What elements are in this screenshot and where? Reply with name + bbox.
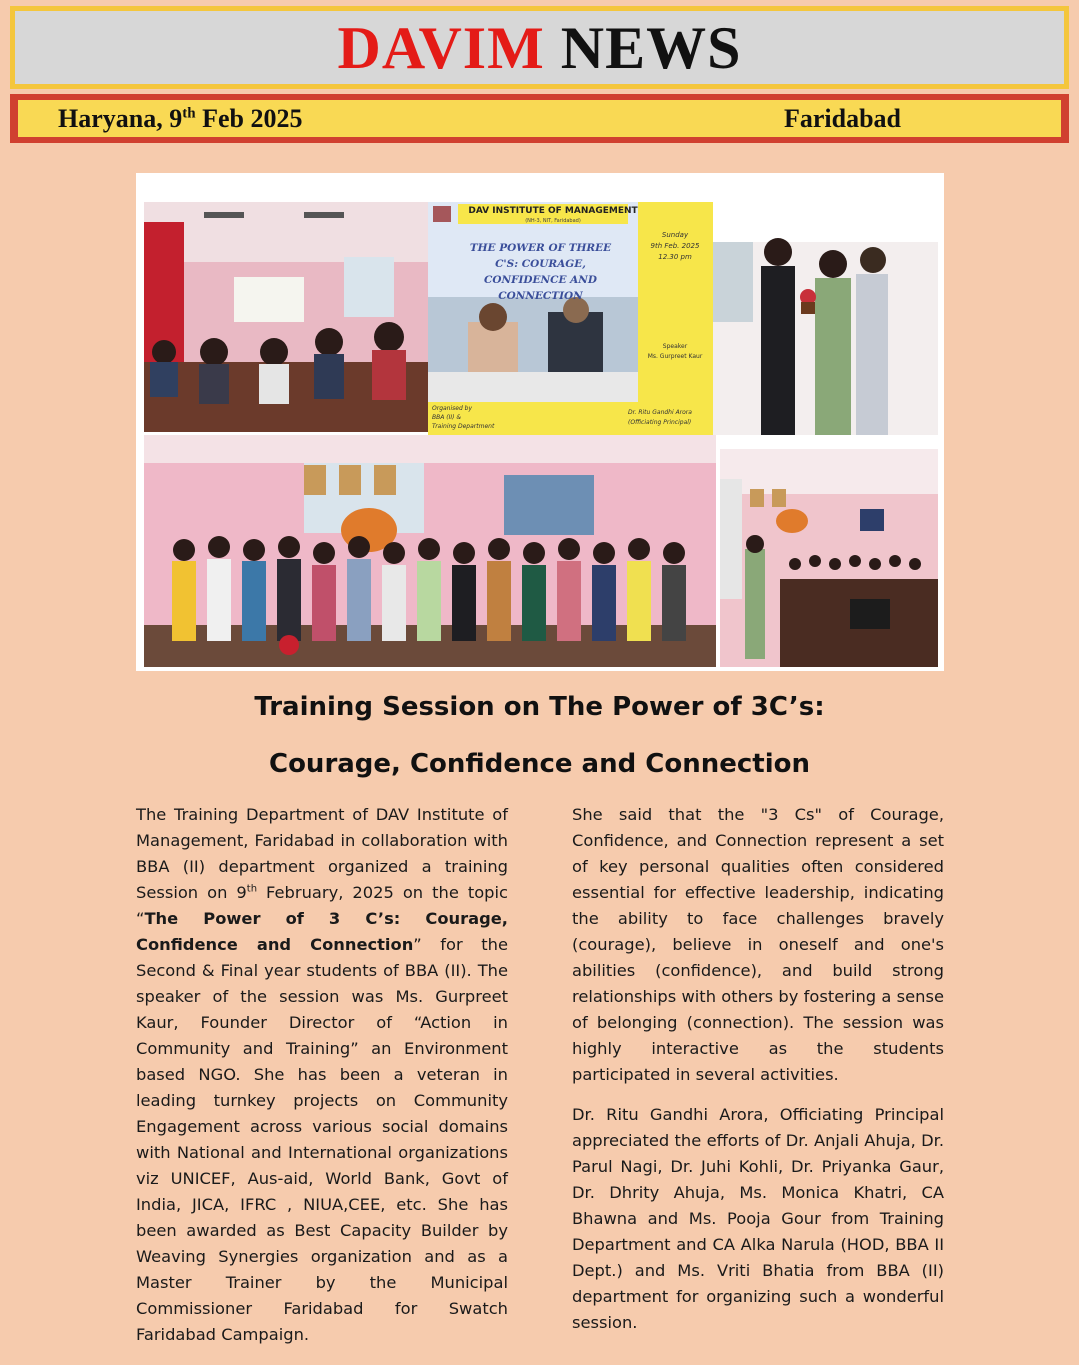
event-poster <box>428 202 713 435</box>
title-black: NEWS <box>560 14 742 81</box>
masthead <box>10 6 1069 89</box>
poster-date: Sunday 9th Feb. 2025 12.30 pm <box>650 231 700 261</box>
dateline <box>10 94 1069 143</box>
group-photo <box>144 435 716 667</box>
article-right-paragraph-2: Dr. Ritu Gandhi Arora, Officiating Principal appreciated the efforts of Dr. Anjali Ahuja, Dr. Parul Nagi, Dr. Juhi Kohli, Dr. Priyanka Gaur, Dr. Dhrity Ahuja, Ms. Monica Khatri, CA Bhawna and Ms. Pooja Gour from Training Department and CA Alka Narula (HOD, BBA II Dept.) and Ms. Vriti Bhatia from BBA (II) department for organizing such a wonderful session. <box>572 1105 944 1332</box>
classroom-photo <box>144 202 428 432</box>
felicitation-photo <box>713 202 938 435</box>
dateline-city: Faridabad <box>783 103 901 133</box>
headline-line-1: Training Session on The Power of 3C’s: <box>254 692 825 722</box>
article-left-paragraph: The Training Department of DAV Institute of Management, Faridabad in collaboration with BBA (II) department organized a training Session on 9th February, 2025 on the topic “The Power of 3 C’s: Courage, Confidence and Connection” for the Second & Final year students of BBA (II). The speaker of the session was Ms. Gurpreet Kaur, Founder Director of “Action in Community and Training” an Environment based NGO. She has been a veteran in leading turnkey projects on Community Engagement across various social domains with National and International organizations viz UNICEF, Aus-aid, World Bank, Govt of India, JICA, IFRC , NIUA,CEE, etc. She has been awarded as Best Capacity Builder by Weaving Synergies organization and as a Master Trainer by the Municipal Commissioner Faridabad for Swatch Faridabad Campaign. <box>136 805 508 1344</box>
poster-principal: Dr. Ritu Gandhi Arora (Officiating Principal) <box>628 409 692 426</box>
session-photo <box>720 449 938 667</box>
poster-speaker: Speaker Ms. Gurpreet Kaur <box>647 343 703 360</box>
article-right-paragraph-1: She said that the "3 Cs" of Courage, Confidence, and Connection represent a set of key personal qualities often considered essential for effective leadership, indicating the ability to face challenges bravely (courage), believe in oneself and one's abilities (confidence), and build strong relationships with others by fostering a sense of belonging (connection). The session was highly interactive as the students participated in several activities. <box>572 805 944 1084</box>
poster-organised: Organised by BBA (II) & Training Department <box>432 405 495 430</box>
newspaper-title <box>337 14 742 81</box>
dateline-bar <box>18 100 1061 137</box>
poster-title: THE POWER OF THREE C'S: COURAGE, CONFIDENCE AND CONNECTION <box>469 242 612 302</box>
masthead-banner <box>15 11 1064 84</box>
article-right-column <box>572 802 944 1350</box>
headline-line-2: Courage, Confidence and Connection <box>268 749 810 779</box>
dateline-date: Haryana, 9th Feb 2025 <box>58 103 303 133</box>
poster-institute: DAV INSTITUTE OF MANAGEMENT <box>468 206 638 216</box>
title-red: DAVIM <box>337 14 545 81</box>
article-left-column <box>136 802 508 1362</box>
poster-institute-sub: (NH-3, NIT, Faridabad) <box>525 218 581 224</box>
photo-collage <box>136 173 944 671</box>
